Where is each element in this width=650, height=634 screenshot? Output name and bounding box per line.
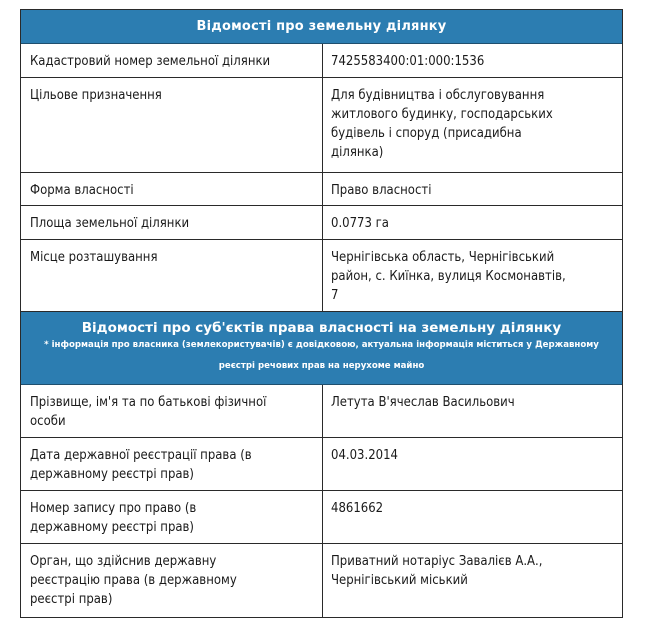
row-value (323, 44, 622, 77)
table-row-registration-authority (21, 544, 622, 618)
table-row-location (21, 240, 622, 312)
value-text: Право власності (331, 183, 432, 198)
row-label (21, 44, 323, 77)
row-value (323, 438, 622, 490)
value-text: 0.0773 га (331, 216, 389, 231)
table-row-record-number (21, 491, 622, 544)
row-label (21, 240, 323, 311)
value-text: Чернігівська область, Чернігівський район, с. Киїнка, вулиця Космонавтів, 7 (331, 250, 566, 303)
row-value (323, 78, 622, 172)
row-label (21, 78, 323, 172)
table-row-area (21, 206, 622, 240)
row-label (21, 544, 323, 617)
section-header-owners (21, 312, 622, 385)
table-row-purpose (21, 78, 622, 173)
row-value (323, 385, 622, 437)
label-text: Кадастровий номер земельної ділянки (30, 54, 271, 69)
row-label (21, 491, 323, 543)
section-note-line2: реєстрі речових прав на нерухоме майно (218, 361, 425, 371)
value-text: Летута В'ячеслав Васильович (331, 395, 515, 410)
land-info-table (20, 9, 623, 618)
label-text: Номер запису про право (в державному реєстрі прав) (30, 501, 197, 535)
section-title-owners: Відомості про суб'єктів права власності на земельну ділянку (81, 320, 562, 336)
section-note (21, 339, 622, 373)
row-value (323, 544, 622, 617)
section-title-land: Відомості про земельну ділянку (196, 19, 447, 34)
label-text: Прізвище, ім'я та по батькові фізичної особи (30, 395, 267, 429)
table-row-ownership-form (21, 173, 622, 206)
row-label (21, 173, 323, 205)
label-text: Дата державної реєстрації права (в державному реєстрі прав) (30, 448, 252, 482)
row-value (323, 173, 622, 205)
label-text: Форма власності (30, 183, 134, 198)
label-text: Цільове призначення (30, 88, 162, 103)
value-text: Для будівництва і обслуговування житлового будинку, господарських будівель і споруд (присадибна ділянка) (331, 88, 553, 160)
row-value (323, 240, 622, 311)
table-row-registration-date (21, 438, 622, 491)
section-note-line1: * інформація про власника (землекористувачів) є довідковою, актуальна інформація міститься у Державному (44, 340, 599, 350)
value-text: 4861662 (331, 501, 384, 516)
table-row-cadastral-number (21, 44, 622, 78)
row-value (323, 491, 622, 543)
value-text: 04.03.2014 (331, 448, 398, 463)
row-label (21, 438, 323, 490)
row-value (323, 206, 622, 239)
value-text: Приватний нотаріус Завалієв А.А., Чернігівський міський (331, 554, 543, 588)
label-text: Площа земельної ділянки (30, 216, 190, 231)
section-header-land (21, 10, 622, 44)
value-text: 7425583400:01:000:1536 (331, 54, 485, 69)
label-text: Місце розташування (30, 250, 158, 265)
row-label (21, 206, 323, 239)
row-label (21, 385, 323, 437)
table-row-owner-name (21, 385, 622, 438)
label-text: Орган, що здійснив державну реєстрацію права (в державному реєстрі прав) (30, 554, 237, 607)
